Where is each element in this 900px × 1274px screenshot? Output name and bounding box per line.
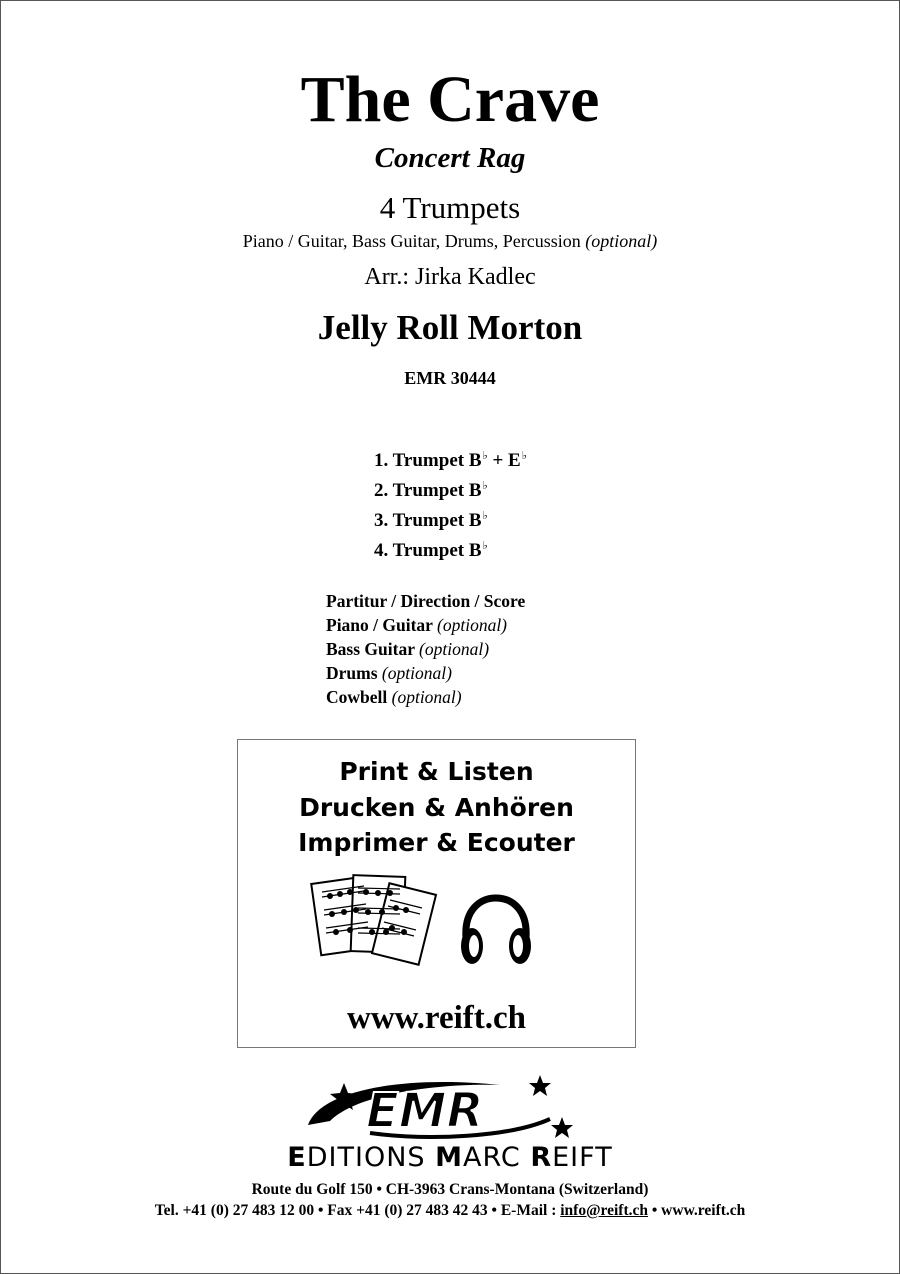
publisher-contact: Tel. +41 (0) 27 483 12 00 • Fax +41 (0) 27 483 42 43 • E-Mail : info@reift.ch • www.reift.ch bbox=[154, 1202, 746, 1219]
part-item: 1. Trumpet B♭ + E♭ bbox=[374, 450, 527, 471]
optional-note: (optional) bbox=[585, 231, 658, 251]
score-part-item: Piano / Guitar (optional) bbox=[326, 615, 508, 635]
accompaniment bbox=[0, 230, 900, 252]
subtitle: Concert Rag bbox=[374, 142, 526, 174]
promo-line-fr: Imprimer & Ecouter bbox=[298, 828, 575, 857]
sheet-music-icon bbox=[310, 870, 440, 970]
emr-logo bbox=[300, 1075, 600, 1143]
part-item: 2. Trumpet B♭ bbox=[374, 480, 488, 501]
headphones-icon bbox=[456, 890, 536, 970]
publisher-address: Route du Golf 150 • CH-3963 Crans-Montana (Switzerland) bbox=[251, 1181, 649, 1198]
parts-list bbox=[374, 443, 527, 563]
print-listen-box bbox=[237, 739, 636, 1048]
instrumentation: 4 Trumpets bbox=[379, 190, 521, 225]
score-part-item: Cowbell (optional) bbox=[326, 687, 462, 707]
website-url: www.reift.ch bbox=[346, 1000, 527, 1036]
part-item: 3. Trumpet B♭ bbox=[374, 510, 488, 531]
part-item: 4. Trumpet B♭ bbox=[374, 540, 488, 561]
arranger: Arr.: Jirka Kadlec bbox=[364, 264, 536, 290]
score-part-item: Drums (optional) bbox=[326, 663, 452, 683]
accompaniment-text: Piano / Guitar, Bass Guitar, Drums, Percussion bbox=[242, 231, 581, 251]
catalog-number: EMR 30444 bbox=[404, 368, 496, 388]
score-part-item: Bass Guitar (optional) bbox=[326, 639, 490, 659]
score-part-item: Partitur / Direction / Score bbox=[326, 591, 526, 611]
logo-text: EMR bbox=[366, 1083, 484, 1139]
score-parts-list bbox=[326, 590, 525, 710]
promo-line-en: Print & Listen bbox=[339, 757, 534, 786]
composer: Jelly Roll Morton bbox=[317, 308, 583, 347]
publisher-name: EDITIONS MARC REIFT bbox=[287, 1142, 613, 1173]
promo-line-de: Drucken & Anhören bbox=[299, 793, 574, 822]
page-title: The Crave bbox=[300, 63, 600, 136]
email-link[interactable]: info@reift.ch bbox=[560, 1202, 648, 1219]
